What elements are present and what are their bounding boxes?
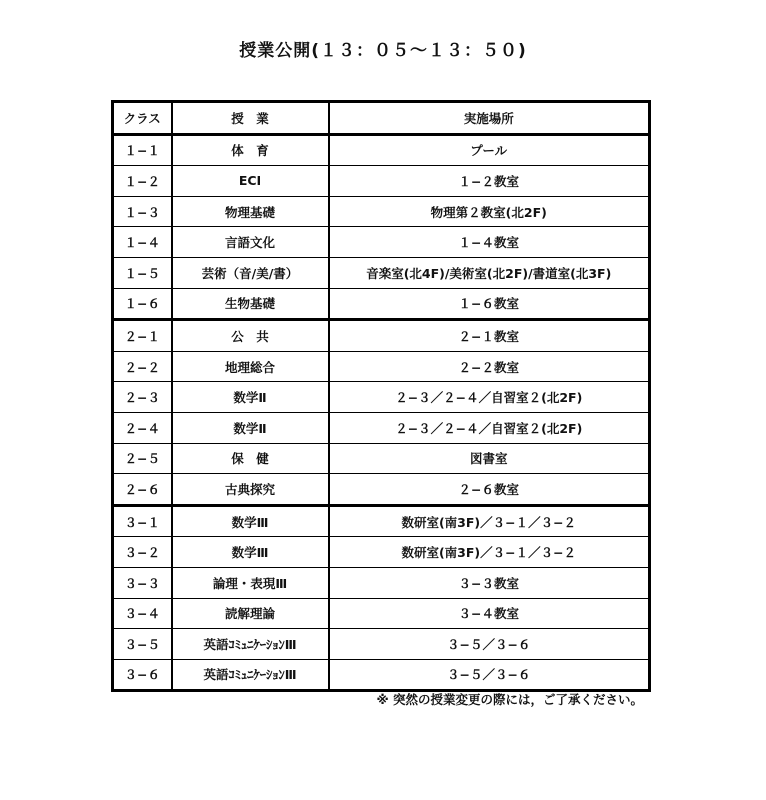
location-cell: ２−６教室 [329, 474, 650, 506]
class-cell: ３−２ [113, 537, 172, 568]
class-cell: １−６ [113, 288, 172, 320]
location-cell: ３−５／３−６ [329, 629, 650, 660]
class-cell: ３−５ [113, 629, 172, 660]
table-row [113, 166, 650, 197]
subject-cell: 数学Ⅲ [172, 505, 329, 537]
subject-cell: 数学Ⅲ [172, 537, 329, 568]
location-cell: １−６教室 [329, 288, 650, 320]
subject-cell: 読解理論 [172, 598, 329, 629]
location-cell: ３−５／３−６ [329, 659, 650, 691]
location-cell: 数研室(南3F)／３−１／３−２ [329, 505, 650, 537]
class-cell: ２−３ [113, 382, 172, 413]
table-row [113, 288, 650, 320]
table-row [113, 629, 650, 660]
table-row [113, 134, 650, 166]
location-cell: プール [329, 134, 650, 166]
class-cell: １−４ [113, 227, 172, 258]
class-cell: ３−４ [113, 598, 172, 629]
table-row [113, 227, 650, 258]
page-title: 授業公開(１３：０５〜１３：５０) [239, 41, 527, 61]
location-cell: 数研室(南3F)／３−１／３−２ [329, 537, 650, 568]
column-header-class: クラス [113, 102, 172, 135]
class-cell: １−２ [113, 166, 172, 197]
subject-cell: 古典探究 [172, 474, 329, 506]
subject-cell: 保 健 [172, 443, 329, 474]
location-cell: ２−２教室 [329, 351, 650, 382]
subject-cell: 生物基礎 [172, 288, 329, 320]
table-row [113, 505, 650, 537]
table-row [113, 537, 650, 568]
class-cell: ３−１ [113, 505, 172, 537]
location-cell: ２−３／２−４／自習室２(北2F) [329, 412, 650, 443]
table-row [113, 351, 650, 382]
location-cell: ３−４教室 [329, 598, 650, 629]
location-cell: １−４教室 [329, 227, 650, 258]
subject-cell: 英語ｺﾐｭﾆｹｰｼｮﾝⅢ [172, 659, 329, 691]
subject-cell: 数学Ⅱ [172, 412, 329, 443]
class-cell: １−３ [113, 196, 172, 227]
table-row [113, 257, 650, 288]
table-row [113, 412, 650, 443]
footnote: ※ 突然の授業変更の際には，ご了承ください。 [376, 692, 643, 707]
table-row [113, 196, 650, 227]
table-row [113, 382, 650, 413]
column-header-subject: 授 業 [172, 102, 329, 135]
column-header-location: 実施場所 [329, 102, 650, 135]
location-cell: １−２教室 [329, 166, 650, 197]
class-cell: ２−５ [113, 443, 172, 474]
table-header-row [113, 102, 650, 135]
subject-cell: 地理総合 [172, 351, 329, 382]
subject-cell: 芸術（音/美/書） [172, 257, 329, 288]
class-cell: ３−３ [113, 567, 172, 598]
subject-cell: ECⅠ [172, 166, 329, 197]
subject-cell: 体 育 [172, 134, 329, 166]
class-cell: ３−６ [113, 659, 172, 691]
table-row [113, 659, 650, 691]
location-cell: 物理第２教室(北2F) [329, 196, 650, 227]
subject-cell: 言語文化 [172, 227, 329, 258]
class-cell: ２−２ [113, 351, 172, 382]
class-cell: ２−１ [113, 320, 172, 352]
location-cell: ２−１教室 [329, 320, 650, 352]
subject-cell: 論理・表現Ⅲ [172, 567, 329, 598]
location-cell: 図書室 [329, 443, 650, 474]
location-cell: ２−３／２−４／自習室２(北2F) [329, 382, 650, 413]
table-row [113, 567, 650, 598]
class-cell: １−１ [113, 134, 172, 166]
table-row [113, 320, 650, 352]
table-row [113, 598, 650, 629]
subject-cell: 英語ｺﾐｭﾆｹｰｼｮﾝⅢ [172, 629, 329, 660]
class-cell: ２−６ [113, 474, 172, 506]
subject-cell: 数学Ⅱ [172, 382, 329, 413]
schedule-table [111, 100, 651, 692]
table-row [113, 443, 650, 474]
subject-cell: 物理基礎 [172, 196, 329, 227]
class-cell: １−５ [113, 257, 172, 288]
class-cell: ２−４ [113, 412, 172, 443]
table-row [113, 474, 650, 506]
location-cell: ３−３教室 [329, 567, 650, 598]
subject-cell: 公 共 [172, 320, 329, 352]
location-cell: 音楽室(北4F)/美術室(北2F)/書道室(北3F) [329, 257, 650, 288]
